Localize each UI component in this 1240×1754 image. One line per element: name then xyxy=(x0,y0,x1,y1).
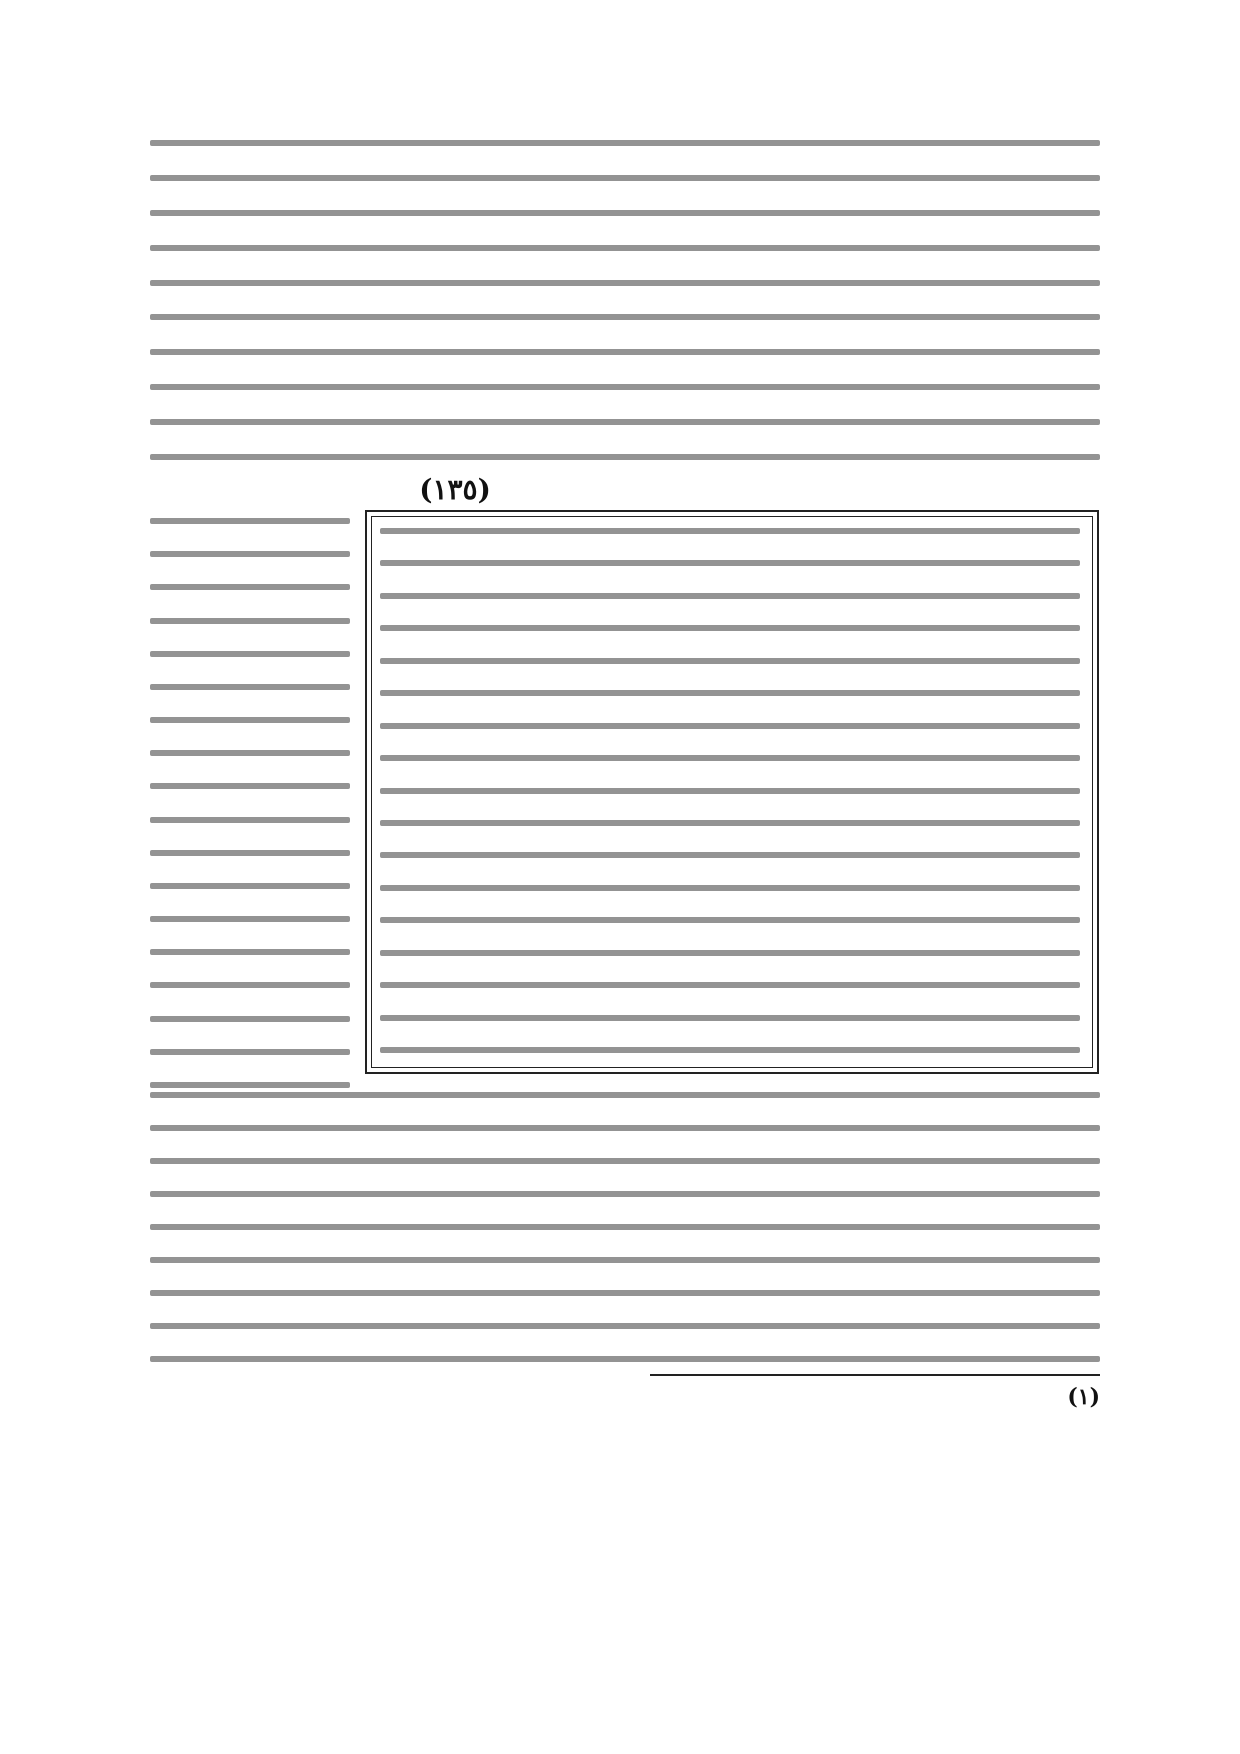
main-text-block xyxy=(380,528,1080,1053)
page-number: (١٣٥) xyxy=(400,473,510,509)
top-commentary-block xyxy=(150,140,1100,460)
footnote-divider xyxy=(650,1374,1100,1376)
side-commentary-column xyxy=(150,518,350,1088)
footnote-marker: (١) xyxy=(1067,1384,1100,1410)
bottom-commentary-block xyxy=(150,1092,1100,1362)
